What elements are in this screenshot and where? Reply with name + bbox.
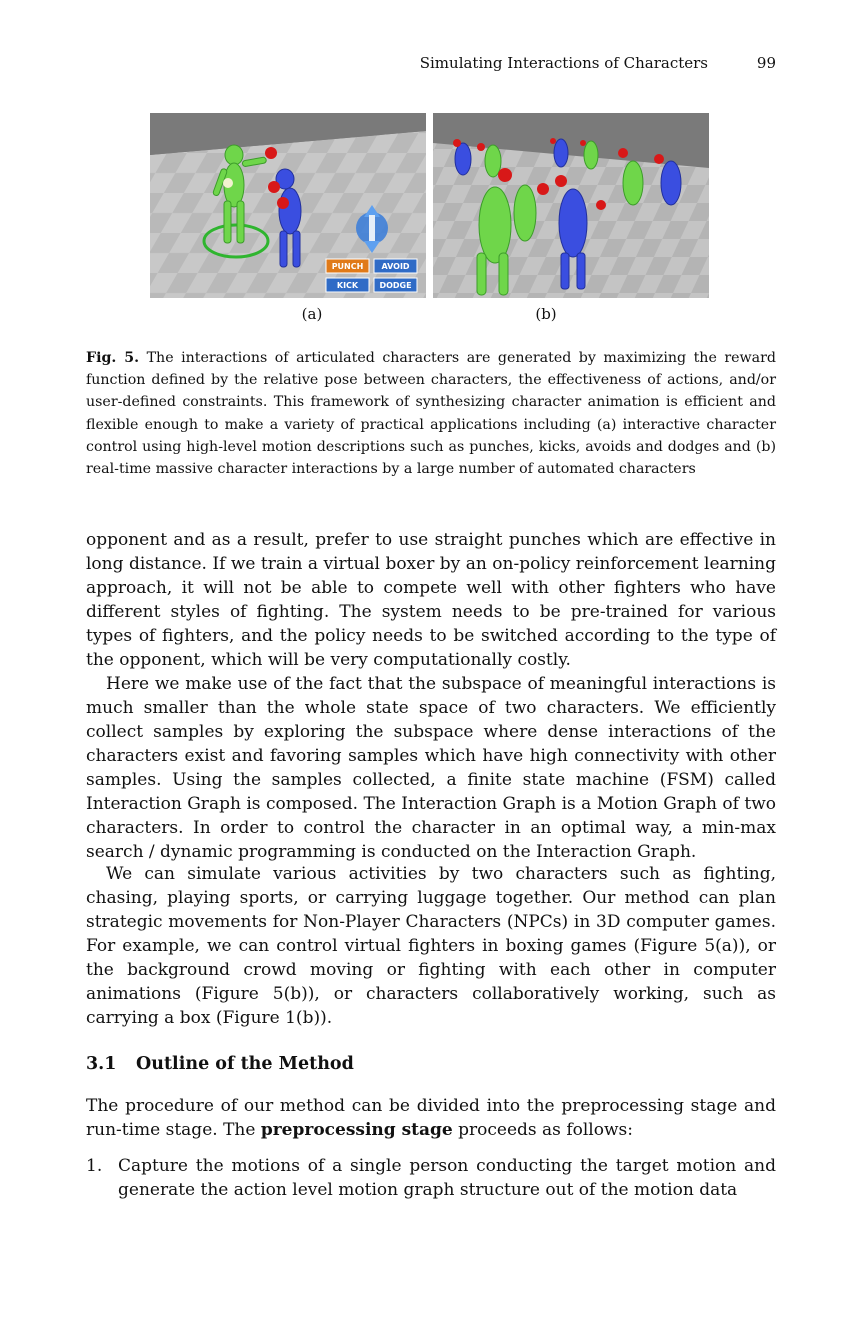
paragraph-3 [86, 862, 776, 1030]
caption-text: The interactions of articulated characters are generated by maximizing the reward function defined by the relative pose between characters, the effectiveness of actions, and/or user-defined constraints. This framework of synthesizing character animation is efficient and flexible enough to make a variety of practical applications including (a) interactive character control using high-level motion descriptions such as punches, kicks, avoids and dodges and (b) real-time massive character interactions by a large number of automated characters [86, 350, 776, 478]
paragraph-text-start: The procedure of our method can be divided into the preprocessing stage and run-time stage. The [86, 1096, 776, 1140]
section-title: Outline of the Method [136, 1054, 354, 1074]
kick-button-label: KICK [336, 281, 359, 290]
paragraph-emphasis: preprocessing stage [260, 1120, 453, 1140]
running-header [86, 54, 776, 76]
list-item-text: Capture the motions of a single person conducting the target motion and generate the action level motion graph structure out of the motion data [118, 1156, 776, 1200]
figure-5 [150, 113, 710, 298]
list-item [86, 1154, 776, 1202]
section-heading [86, 1054, 354, 1074]
running-title: Simulating Interactions of Characters [419, 54, 708, 72]
subfigure-label-b: (b) [535, 305, 557, 323]
figure-a-image [150, 113, 426, 298]
paragraph-text-end: proceeds as follows: [452, 1120, 633, 1140]
paragraph-2 [86, 672, 776, 864]
punch-button-label: PUNCH [331, 262, 364, 271]
subfigure-label-a: (a) [301, 305, 323, 323]
dodge-button-label: DODGE [379, 281, 412, 290]
paragraph-text: We can simulate various activities by two characters such as fighting, chasing, playing sports, or carrying luggage together. Our method can plan strategic movements for Non-Player Characters (NPCs) in 3D computer games. For example, we can control virtual fighters in boxing games (Figure 5(a)), or the background crowd moving or fighting with each other in computer animations (Figure 5(b)), or characters collaboratively working, such as carrying a box (Figure 1(b)). [86, 864, 776, 1028]
caption-label: Fig. 5. [86, 350, 140, 366]
figure-b-image [433, 113, 709, 298]
avoid-button-label: AVOID [381, 262, 410, 271]
figure-panel-a [150, 113, 426, 298]
paragraph-text [86, 1094, 776, 1142]
page-number: 99 [756, 54, 776, 72]
section-paragraph [86, 1094, 776, 1142]
paragraph-text: opponent and as a result, prefer to use straight punches which are effective in long distance. If we train a virtual boxer by an on-policy reinforcement learning approach, it will not be able to compete well with other fighters who have different styles of fighting. The system needs to be pre-trained for various types of fighters, and the policy needs to be switched according to the type of the opponent, which will be very computationally costly. [86, 530, 776, 670]
section-number: 3.1 [86, 1054, 117, 1074]
procedure-list [86, 1154, 776, 1202]
figure-caption [86, 347, 776, 480]
paragraph-text: Here we make use of the fact that the subspace of meaningful interactions is much smaller than the whole state space of two characters. We efficiently collect samples by exploring the subspace where dense interactions of the characters exist and favoring samples which have high connectivity with other samples. Using the samples collected, a finite state machine (FSM) called Interaction Graph is composed. The Interaction Graph is a Motion Graph of two characters. In order to control the character in an optimal way, a min-max search / dynamic programming is conducted on the Interaction Graph. [86, 674, 776, 862]
list-item-number: 1. [86, 1156, 103, 1176]
paragraph-1 [86, 528, 776, 672]
figure-panel-b [433, 113, 709, 298]
